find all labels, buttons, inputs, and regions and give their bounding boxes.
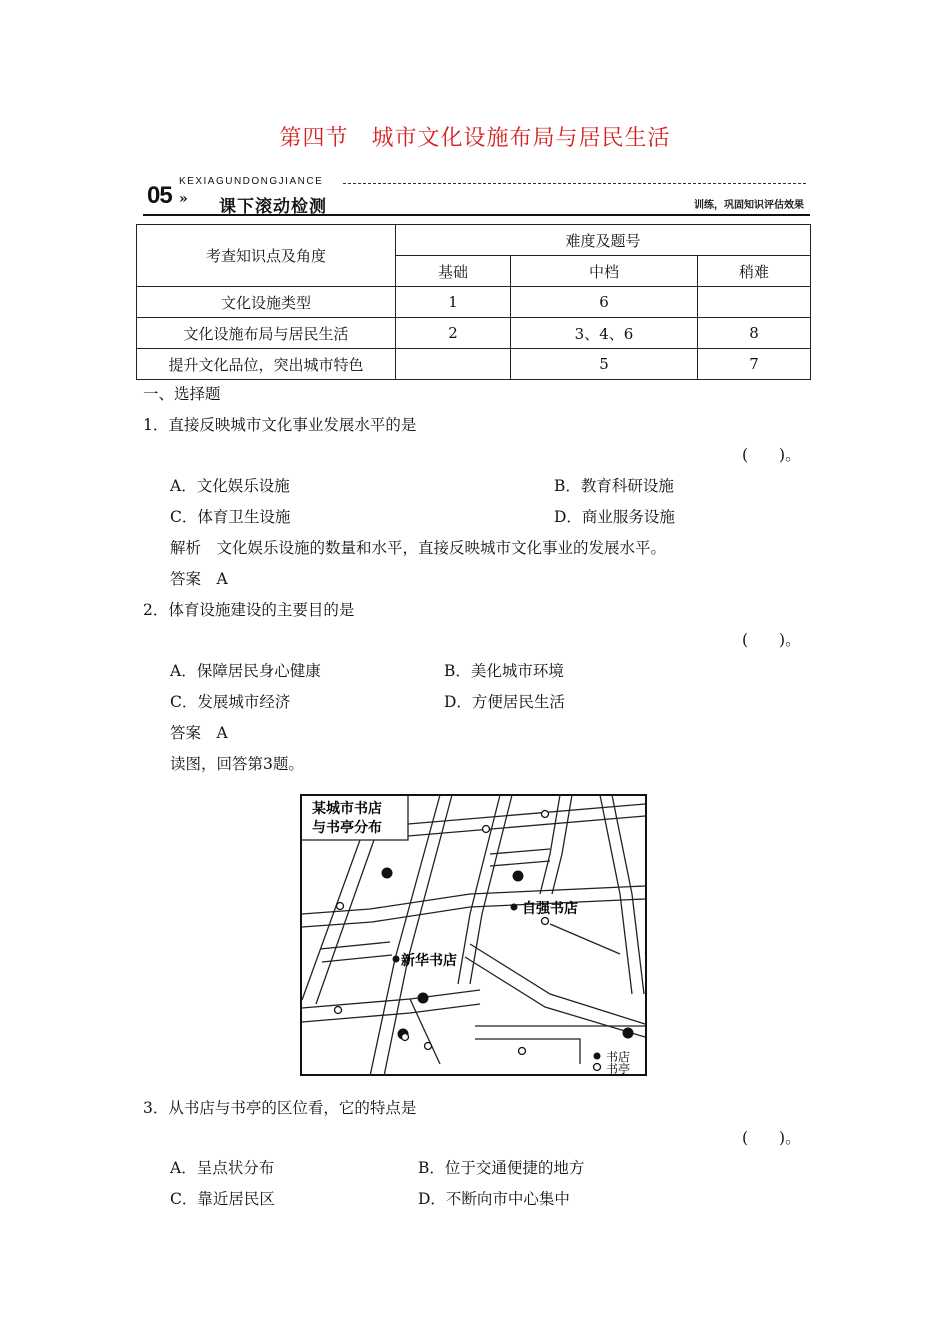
section-heading: 一、选择题 [143,385,221,403]
q2-answer-bracket: ( )。 [742,631,801,649]
row-mid: 6 [511,287,698,318]
q2-option-b: B．美化城市环境 [444,662,564,680]
q1-stem: 1．直接反映城市文化事业发展水平的是 [143,416,417,434]
q3-option-c: C．靠近居民区 [170,1190,275,1208]
legend-bookstall-label: 书亭 [606,1062,631,1076]
row-hard: 7 [698,349,811,380]
q1-analysis: 解析 文化娱乐设施的数量和水平，直接反映城市文化事业的发展水平。 [170,539,667,557]
q3-option-b: B．位于交通便捷的地方 [418,1159,585,1177]
row-hard: 8 [698,318,811,349]
table-row [137,287,811,318]
q1-answer-bracket: ( )。 [742,446,801,464]
banner-title: 课下滚动检测 [219,197,327,217]
banner-rule [143,214,810,216]
row-mid: 3、4、6 [511,318,698,349]
bookstore-map [300,794,647,1076]
banner-dashed-line [343,183,806,184]
q1-option-c: C．体育卫生设施 [170,508,291,526]
table-row [137,349,811,380]
row-basic: 1 [396,287,511,318]
map-title-line2: 与书亭分布 [312,820,382,836]
q3-option-a: A．呈点状分布 [170,1159,275,1177]
banner-arrows-icon: » [179,191,188,207]
level-mid: 中档 [511,256,698,287]
q2-option-a: A．保障居民身心健康 [170,662,321,680]
read-map-instruction: 读图，回答第3题。 [170,755,304,773]
row-mid: 5 [511,349,698,380]
row-topic: 文化设施类型 [137,287,396,318]
q1-option-d: D．商业服务设施 [554,508,675,526]
q3-answer-bracket: ( )。 [742,1129,801,1147]
label-ziqiang-bookstore: 自强书店 [522,901,578,917]
q3-option-d: D．不断向市中心集中 [418,1190,570,1208]
q1-option-a: A．文化娱乐设施 [170,477,290,495]
header-knowledge-points: 考查知识点及角度 [137,225,396,287]
table-row [137,225,811,256]
banner-subtitle: 训练，巩固知识评估效果 [694,200,804,211]
level-basic: 基础 [396,256,511,287]
q1-option-b: B．教育科研设施 [554,477,674,495]
row-hard [698,287,811,318]
row-topic: 提升文化品位，突出城市特色 [137,349,396,380]
section-banner [143,176,810,216]
q2-option-d: D．方便居民生活 [444,693,565,711]
row-basic [396,349,511,380]
table-row [137,318,811,349]
q2-stem: 2．体育设施建设的主要目的是 [143,601,355,619]
row-topic: 文化设施布局与居民生活 [137,318,396,349]
q2-option-c: C．发展城市经济 [170,693,291,711]
q2-answer: 答案 A [170,724,228,742]
row-basic: 2 [396,318,511,349]
label-xinhua-bookstore: 新华书店 [401,953,457,969]
map-title-line1: 某城市书店 [312,801,382,817]
banner-pinyin: KEXIAGUNDONGJIANCE [179,176,324,187]
difficulty-table [136,224,811,380]
banner-number: 05 [147,182,172,209]
header-difficulty: 难度及题号 [396,225,811,256]
page-title: 第四节 城市文化设施布局与居民生活 [279,126,671,151]
legend-bookstore-label: 书店 [606,1050,631,1064]
q3-stem: 3．从书店与书亭的区位看，它的特点是 [143,1099,417,1117]
level-hard: 稍难 [698,256,811,287]
q1-answer: 答案 A [170,570,228,588]
